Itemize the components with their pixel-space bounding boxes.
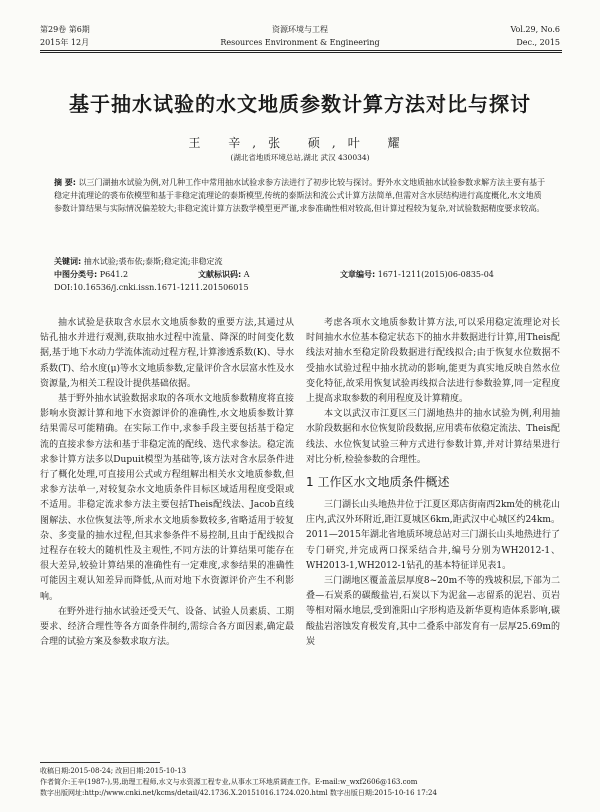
clc-value: P641.2: [99, 270, 129, 279]
keywords: 抽水试验;裘布依;泰斯;稳定流;非稳定流: [83, 257, 223, 266]
doc-code-label: 文献标识码:: [198, 270, 242, 279]
header-journal-cn: 资源环境与工程: [272, 25, 328, 34]
header-date-en: Dec., 2015: [516, 38, 560, 47]
article-no-value: 1671-1211(2015)06-0835-04: [377, 270, 494, 279]
section-heading: 1 工作区水文地质条件概述: [306, 475, 450, 490]
footnote-received: 收稿日期:2015-08-24; 改回日期:2015-10-13: [40, 767, 187, 775]
footnote-author-bio: 作者简介:王辛(1987-),男,助理工程师,水文与水资源工程专业,从事水工环地质调查工作。E-mail:w_wxf2606@163.com: [40, 778, 418, 786]
header-journal-en: Resources Environment & Engineering: [220, 38, 380, 47]
body-paragraph: 在野外进行抽水试验还受天气、设备、试验人员素质、工期要求、经济合理性等各方面条件制约,需综合各方面因素,确定最合理的试验方案及参数求取方法。: [40, 606, 294, 648]
footnote-rule: [40, 762, 160, 763]
header-rule-thin: [40, 52, 562, 53]
abstract: [54, 176, 548, 215]
body-paragraph: 三门湖长山头地热井位于江夏区郑店街南西2km处的桃花山庄内,武汉外环附近,距江夏城区6km,距武汉中心城区约24km。2011—2015年湖北省地质环境总站对三门湖长山头地热进行了专门研究,并完成两口探采结合井,编号分别为WH2012-1、WH2013-1,WH2012-1钻孔的基本特征详见表1。: [306, 500, 560, 571]
body-column-left: [40, 316, 294, 650]
body-paragraph: 基于野外抽水试验数据求取的各项水文地质参数精度将直接影响水资源计算和地下水资源评价的准确性,水文地质参数计算结果需尽可能精确。在实际工作中,求参手段主要包括基于稳定流的直接求参方法和基于非稳定流的配线、迭代求参法。稳定流求参计算方法多以Dupuit模型为基础等,该方法对含水层条件进行了概化处理,可直接用公式或方程组解出相关水文地质参数,但求参方法单一,对较复杂水文地质条件目标区域适用程度受限或不适用。非稳定流求参方法主要包括Theis配线法、Jacob直线图解法、水位恢复法等,所求水文地质参数较多,省略适用于较复杂、多变量的抽水过程,但其求参条件不易控制,且由于配线拟合过程存在较大的随机性及主观性,不同方法的计算结果可能存在很大差异,较验计算结果的准确性有一定难度,求参结果的准确性可能因主观认知差异而降低,从而对地下水资源评价产生不利影响。: [40, 394, 294, 602]
doc-code-value: A: [243, 270, 250, 279]
header-rule: [40, 50, 562, 51]
body-paragraph: 本文以武汉市江夏区三门湖地热井的抽水试验为例,利用抽水阶段数据和水位恢复阶段数据,应用裘布依稳定流法、Theis配线法、水位恢复试验三种方式进行参数计算,并对计算结果进行对比分析,检验参数的合理性。: [306, 409, 560, 465]
body-paragraph: 三门湖地区覆盖盖层厚度8~20m不等的残坡积层,下部为二叠—石炭系的碳酸盐岩,石炭以下为泥盆—志留系的泥岩、页岩等相对隔水地层,受到淮阳山字形构造及新华夏构造体系影响,碳酸盐岩溶蚀发育极发育,其中二叠系中部发育有一层厚25.69m的炭: [306, 576, 560, 647]
article-no-line: [340, 269, 494, 281]
header-date-cn: 2015年 12月: [40, 38, 90, 47]
clc-label: 中图分类号:: [54, 270, 98, 279]
article-no-label: 文章编号:: [340, 270, 376, 279]
body-column-right: [306, 316, 560, 650]
footnote-url: 数字出版网址:http://www.cnki.net/kcms/detail/42.1736.X.20151016.1724.020.html 数字出版日期:2015-10-16 17:24: [40, 789, 437, 797]
body-paragraph: 抽水试验是获取含水层水文地质参数的重要方法,其通过从钻孔抽水并进行观测,获取抽水过程中流量、降深的时间变化数据,基于地下水动力学流体流动过程方程,计算渗透系数(K)、导水系数(T)、给水度(μ)等水文地质参数,定量评价含水层富水性及水资源量,为相关工程设计提供基础依据。: [40, 318, 294, 389]
abstract-label: 摘 要:: [54, 178, 76, 187]
abstract-text: 以三门湖抽水试验为例,对几种工作中常用抽水试验求参方法进行了初步比较与探讨。野外水文地质抽水试验参数求解方法主要有基于稳定井流理论的裘布依模型和基于非稳定流理论的泰斯模型,传统的泰斯法和流公式计算方法简单,但需对含水层结构进行高度概化,水文地质参数计算结果与实际情况偏差较大;非稳定流计算方法数学模型更严谨,求参准确性相对较高,但计算过程较为复杂,对试验数据精度要求较高。: [54, 178, 546, 213]
header-volume-cn: 第29卷 第6期: [40, 25, 90, 34]
keywords-label: 关键词:: [54, 257, 82, 266]
keywords-line: [54, 256, 223, 268]
doc-code-line: [198, 269, 250, 281]
article-authors: 王 辛,张 硕,叶 耀: [188, 136, 412, 150]
article-title: 基于抽水试验的水文地质参数计算方法对比与探讨: [69, 92, 531, 116]
clc-line: [54, 269, 128, 281]
body-paragraph: 考虑各项水文地质参数计算方法,可以采用稳定流理论对长时间抽水水位基本稳定状态下的抽水井数据进行计算,用Theis配线法对抽水至稳定阶段数据进行配线拟合;由于恢复水位数据不受抽水试验过程中抽水扰动的影响,能更为真实地反映自然水位变化特征,故采用恢复试验再线拟合法进行参数验算,同一定程度上提高求取参数的利用程度及计算精度。: [306, 318, 560, 405]
article-affiliation: (湖北省地质环境总站,湖北 武汉 430034): [230, 153, 370, 162]
header-volume-en: Vol.29, No.6: [510, 25, 560, 34]
doi: DOI:10.16536/j.cnki.issn.1671-1211.201506015: [54, 283, 249, 292]
